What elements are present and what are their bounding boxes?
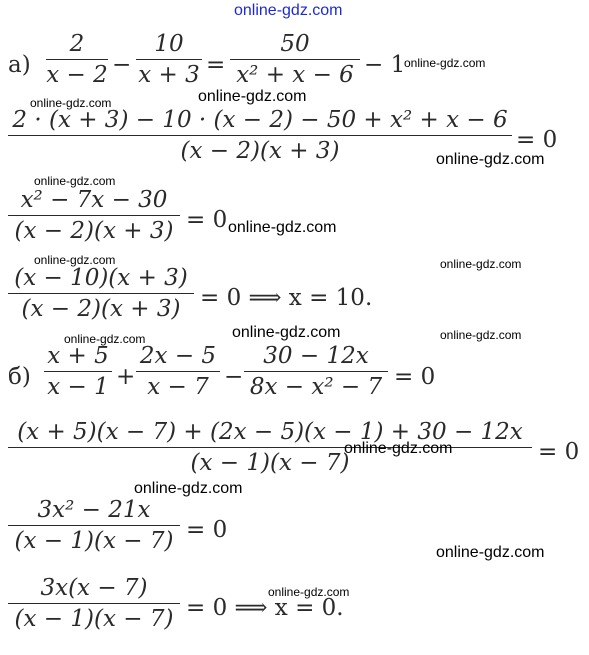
denominator: x − 7 bbox=[147, 374, 209, 400]
fraction-bar bbox=[8, 135, 512, 136]
denominator: (x − 2)(x + 3) bbox=[14, 218, 174, 244]
operator: + bbox=[116, 364, 136, 390]
a-eq1-fraction-3 bbox=[230, 30, 360, 89]
answer: = 0 ⟹ x = 0. bbox=[186, 595, 344, 621]
numerator: 50 bbox=[280, 31, 310, 57]
watermark: online-gdz.com bbox=[228, 219, 337, 236]
numerator: 10 bbox=[154, 31, 184, 57]
numerator: (x − 10)(x + 3) bbox=[14, 265, 188, 291]
fraction-bar bbox=[8, 525, 180, 526]
a-eq1-fraction-1 bbox=[46, 30, 108, 89]
denominator: x − 1 bbox=[47, 374, 109, 400]
watermark: online-gdz.com bbox=[344, 440, 453, 457]
operator: − bbox=[224, 364, 244, 390]
numerator: 2x − 5 bbox=[139, 343, 217, 369]
b-eq1-fraction-3 bbox=[244, 342, 388, 401]
watermark: online-gdz.com bbox=[30, 96, 112, 110]
fraction-bar bbox=[46, 59, 108, 60]
rhs: = 0 bbox=[186, 207, 228, 233]
numerator: 30 − 12x bbox=[263, 343, 369, 369]
watermark: online-gdz.com bbox=[436, 151, 545, 168]
watermark: online-gdz.com bbox=[134, 480, 243, 497]
fraction-bar bbox=[8, 447, 532, 448]
denominator: x + 3 bbox=[138, 62, 200, 88]
denominator: (x − 1)(x − 7) bbox=[190, 450, 350, 476]
fraction-bar bbox=[44, 371, 112, 372]
b-eq4-fraction bbox=[8, 574, 180, 633]
denominator: (x − 1)(x − 7) bbox=[14, 606, 174, 632]
denominator: (x − 2)(x + 3) bbox=[180, 138, 340, 164]
watermark: online-gdz.com bbox=[440, 257, 522, 271]
fraction-bar bbox=[136, 59, 202, 60]
fraction-bar bbox=[8, 293, 194, 294]
watermark-top: online-gdz.com bbox=[234, 2, 343, 19]
a-eq4-fraction bbox=[8, 264, 194, 323]
numerator: 2 bbox=[69, 31, 85, 57]
b-eq1-fraction-1 bbox=[44, 342, 112, 401]
b-eq2-fraction bbox=[8, 418, 532, 477]
watermark: online-gdz.com bbox=[198, 88, 307, 105]
fraction-bar bbox=[8, 215, 180, 216]
b-eq1-fraction-2 bbox=[136, 342, 220, 401]
fraction-bar bbox=[244, 371, 388, 372]
numerator: 2 · (x + 3) − 10 · (x − 2) − 50 + x² + x − 6 bbox=[12, 107, 508, 133]
numerator: (x + 5)(x − 7) + (2x − 5)(x − 1) + 30 − 12x bbox=[17, 419, 523, 445]
fraction-bar bbox=[8, 603, 180, 604]
denominator: x² + x − 6 bbox=[236, 62, 354, 88]
watermark: online-gdz.com bbox=[64, 332, 146, 346]
numerator: 3x(x − 7) bbox=[40, 575, 148, 601]
fraction-bar bbox=[230, 59, 360, 60]
equals-sign: = bbox=[206, 52, 226, 78]
part-a-label: а) bbox=[8, 52, 31, 78]
rhs: = 0 bbox=[538, 439, 580, 465]
rhs: = 0 bbox=[394, 364, 436, 390]
numerator: x + 5 bbox=[47, 343, 109, 369]
b-eq3-fraction bbox=[8, 496, 180, 555]
watermark: online-gdz.com bbox=[34, 253, 116, 267]
denominator: 8x − x² − 7 bbox=[249, 374, 383, 400]
rhs: = 0 bbox=[186, 517, 228, 543]
watermark: online-gdz.com bbox=[436, 544, 545, 561]
rhs: = 0 bbox=[516, 127, 558, 153]
fraction-bar bbox=[136, 371, 220, 372]
part-b-label: б) bbox=[8, 364, 31, 390]
a-eq1-fraction-2 bbox=[136, 30, 202, 89]
operator: − bbox=[112, 52, 132, 78]
numerator: x² − 7x − 30 bbox=[20, 187, 168, 213]
denominator: x − 2 bbox=[46, 62, 108, 88]
a-eq3-fraction bbox=[8, 186, 180, 245]
watermark: online-gdz.com bbox=[232, 324, 341, 341]
watermark: online-gdz.com bbox=[440, 328, 522, 342]
tail-term: − 1 bbox=[364, 52, 406, 78]
denominator: (x − 2)(x + 3) bbox=[21, 296, 181, 322]
watermark: online-gdz.com bbox=[404, 56, 486, 70]
watermark: online-gdz.com bbox=[34, 174, 116, 188]
denominator: (x − 1)(x − 7) bbox=[14, 528, 174, 554]
watermark: online-gdz.com bbox=[268, 585, 350, 599]
numerator: 3x² − 21x bbox=[37, 497, 151, 523]
answer: = 0 ⟹ x = 10. bbox=[200, 285, 373, 311]
